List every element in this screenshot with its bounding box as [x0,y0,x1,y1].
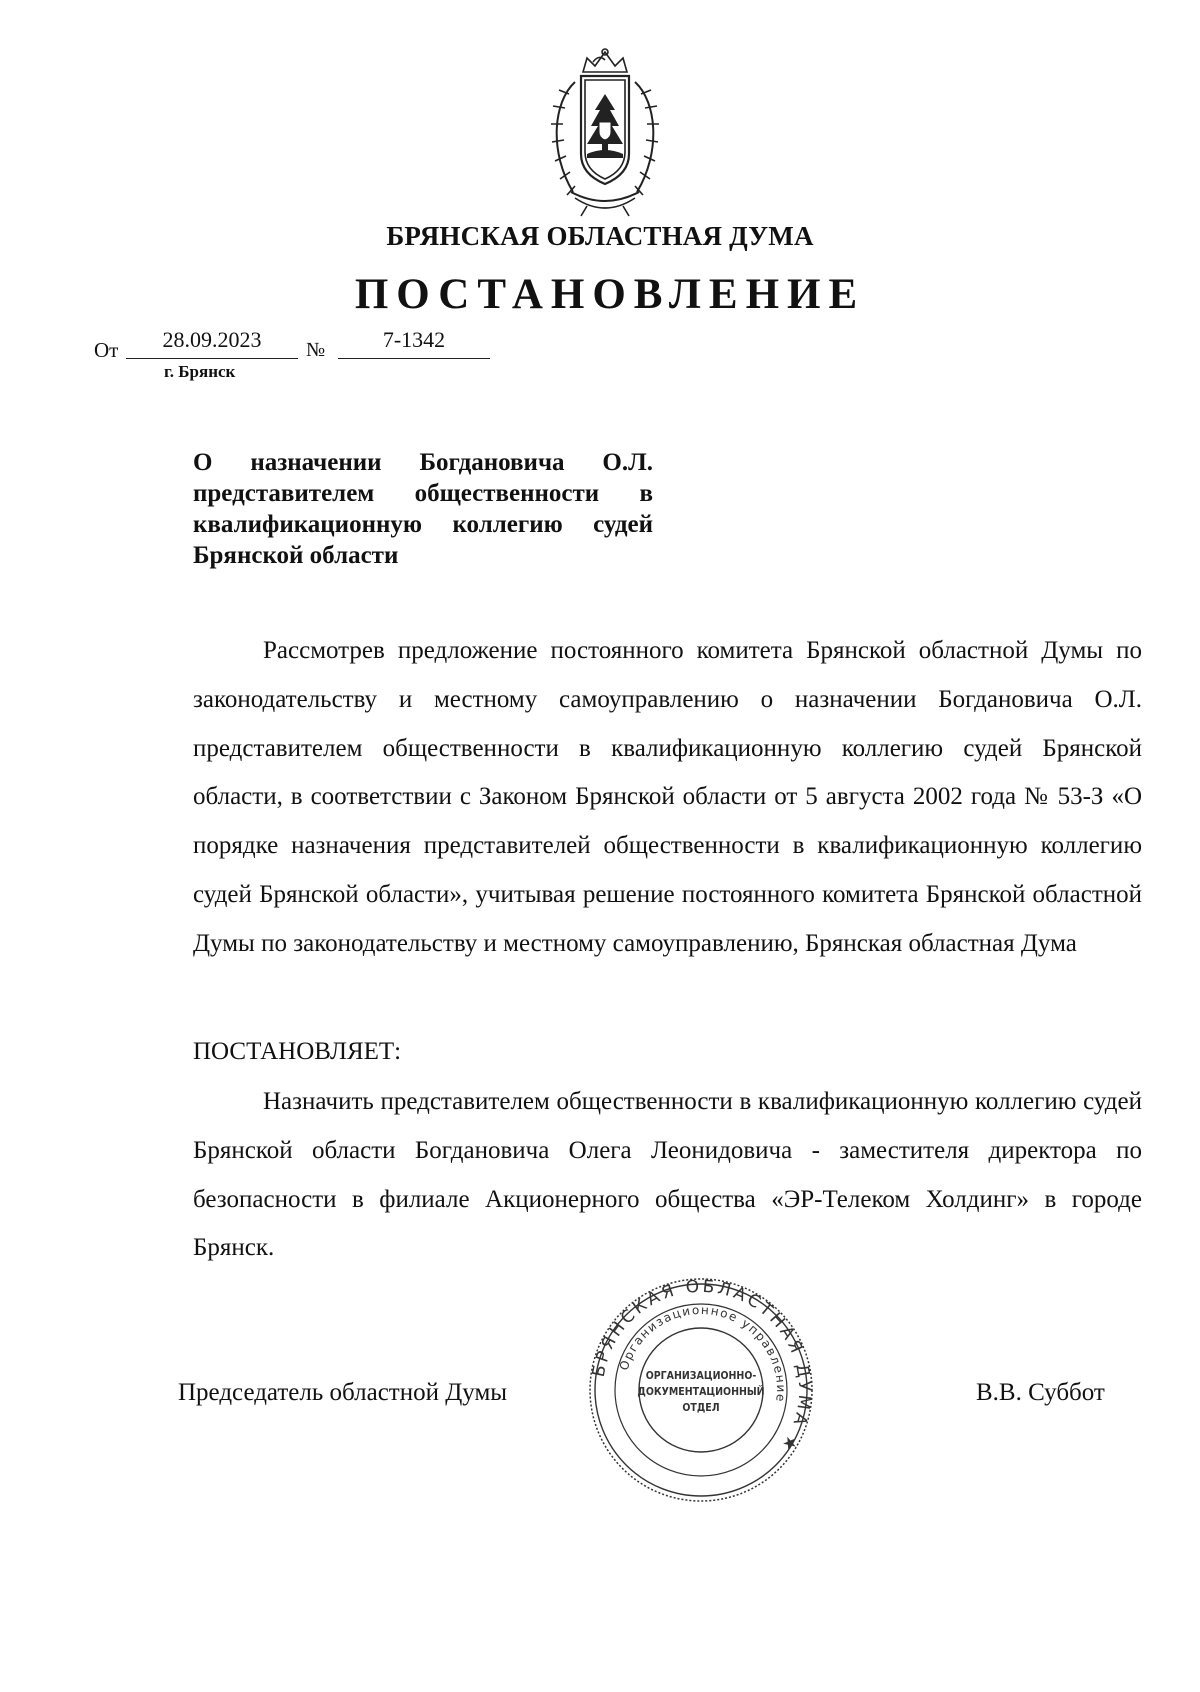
svg-text:БРЯНСКАЯ ОБЛАСТНАЯ ДУМА ★: БРЯНСКАЯ ОБЛАСТНАЯ ДУМА ★ [588,1276,815,1458]
svg-text:ОРГАНИЗАЦИОННО-: ОРГАНИЗАЦИОННО- [645,1370,757,1382]
document-city: г. Брянск [164,362,236,381]
svg-text:ОТДЕЛ: ОТДЕЛ [682,1402,720,1414]
svg-text:ДОКУМЕНТАЦИОННЫЙ: ДОКУМЕНТАЦИОННЫЙ [637,1386,765,1398]
signatory-title: Председатель областной Думы [178,1379,508,1406]
body-paragraph-2: Назначить представителем общественности в квалификационную коллегию судей Брянской области Богдановича Олега Леонидовича - заместителя директора по безопасности в филиале Акционерного общества «ЭР-Телеком Холдинг» в городе Брянск. [193,1088,1142,1262]
organization-name: БРЯНСКАЯ ОБЛАСТНАЯ ДУМА [386,221,814,251]
coat-of-arms-icon [535,42,675,224]
document-date: 28.09.2023 [162,327,262,352]
signatory-name: В.В. Суббот [976,1379,1105,1406]
svg-text:Организационное управление: Организационное управление [616,1302,789,1404]
document-type-title: ПОСТАНОВЛЕНИЕ [354,271,866,318]
document-number: 7-1342 [382,327,446,352]
body-paragraph-1: Рассмотрев предложение постоянного комитета Брянской областной Думы по законодательству и местному самоуправлению о назначении Богдановича О.Л. представителем общественности в квалификационную коллегию судей Брянской области, в соответствии с Законом Брянской области от 5 августа 2002 года № 53-З «О порядке назначения представителей общественности в квалификационную коллегию судей Брянской области», учитывая решение постоянного комитета Брянской областной Думы по законодательству и местному самоуправлению, Брянская областная Дума [193,637,1142,957]
number-underline [338,358,490,359]
date-label: От [94,338,119,362]
resolution-title: О назначении Богдановича О.Л. представителем общественности в квалификационную коллегию судей Брянской области [193,449,653,569]
date-underline [126,358,298,359]
number-label: № [306,339,326,361]
official-stamp [586,1275,816,1505]
resolves-heading: ПОСТАНОВЛЯЕТ: [193,1038,402,1065]
